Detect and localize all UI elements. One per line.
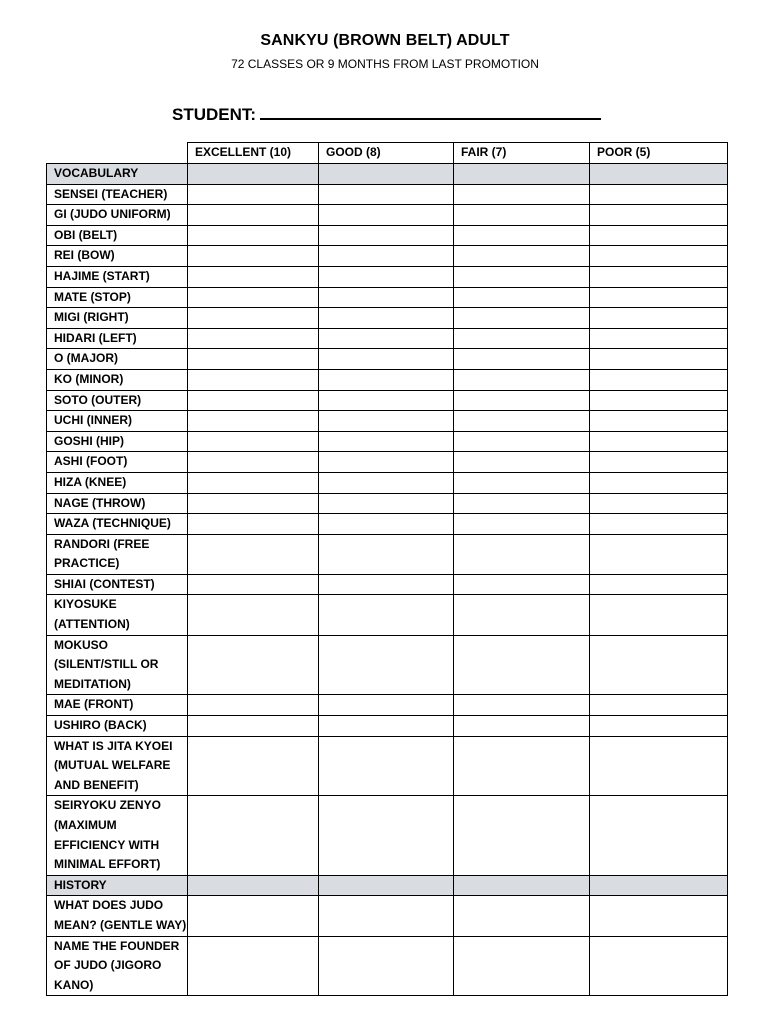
row-label: MATE (STOP) (47, 287, 188, 308)
rating-cell (590, 164, 728, 185)
table-row (47, 390, 728, 411)
page-subtitle: 72 CLASSES OR 9 MONTHS FROM LAST PROMOTION (231, 57, 539, 71)
rating-cell[interactable] (590, 493, 728, 514)
row-label: OBI (BELT) (47, 225, 188, 246)
row-label: SHIAI (CONTEST) (47, 574, 188, 595)
rating-cell[interactable] (188, 349, 319, 370)
rating-cell[interactable] (454, 472, 590, 493)
rating-cell[interactable] (188, 411, 319, 432)
rating-cell[interactable] (188, 716, 319, 737)
rating-cell[interactable] (319, 266, 454, 287)
rating-cell (319, 164, 454, 185)
rating-cell[interactable] (590, 472, 728, 493)
rating-cell[interactable] (188, 266, 319, 287)
rating-cell[interactable] (454, 205, 590, 226)
column-header: POOR (5) (590, 143, 728, 164)
row-label: HIZA (KNEE) (47, 472, 188, 493)
row-label: RANDORI (FREE PRACTICE) (47, 534, 188, 574)
rating-cell[interactable] (188, 493, 319, 514)
rating-cell[interactable] (454, 246, 590, 267)
row-label: WAZA (TECHNIQUE) (47, 514, 188, 535)
rating-cell[interactable] (454, 369, 590, 390)
rating-cell[interactable] (188, 431, 319, 452)
rating-cell[interactable] (319, 534, 454, 574)
row-label: HIDARI (LEFT) (47, 328, 188, 349)
table-row (47, 472, 728, 493)
table-row (47, 534, 728, 574)
rating-cell[interactable] (188, 369, 319, 390)
rating-cell[interactable] (188, 534, 319, 574)
rating-cell[interactable] (319, 716, 454, 737)
table-row (47, 635, 728, 695)
rating-cell[interactable] (590, 534, 728, 574)
rating-cell[interactable] (454, 796, 590, 875)
rating-cell[interactable] (454, 308, 590, 329)
row-label: GI (JUDO UNIFORM) (47, 205, 188, 226)
rating-cell[interactable] (319, 225, 454, 246)
rating-cell[interactable] (319, 431, 454, 452)
rating-cell[interactable] (454, 736, 590, 796)
row-label: SOTO (OUTER) (47, 390, 188, 411)
rating-cell[interactable] (454, 349, 590, 370)
rating-cell[interactable] (590, 205, 728, 226)
rating-cell[interactable] (319, 390, 454, 411)
table-row (47, 716, 728, 737)
section-label: HISTORY (47, 875, 188, 896)
student-line (172, 102, 601, 125)
rating-cell[interactable] (454, 695, 590, 716)
table-row (47, 266, 728, 287)
rating-cell[interactable] (590, 328, 728, 349)
rating-cell[interactable] (454, 266, 590, 287)
row-label: USHIRO (BACK) (47, 716, 188, 737)
student-label: STUDENT: (172, 105, 257, 124)
rating-cell[interactable] (319, 736, 454, 796)
rating-cell[interactable] (590, 796, 728, 875)
rating-cell[interactable] (454, 514, 590, 535)
table-row (47, 411, 728, 432)
evaluation-table (46, 142, 728, 996)
row-label: MIGI (RIGHT) (47, 308, 188, 329)
rating-cell[interactable] (188, 695, 319, 716)
row-label: UCHI (INNER) (47, 411, 188, 432)
rating-cell[interactable] (590, 308, 728, 329)
rating-cell[interactable] (590, 635, 728, 695)
rating-cell[interactable] (319, 574, 454, 595)
table-row (47, 184, 728, 205)
table-row (47, 431, 728, 452)
rating-cell[interactable] (590, 574, 728, 595)
rating-cell[interactable] (454, 287, 590, 308)
row-label: KO (MINOR) (47, 369, 188, 390)
rating-cell[interactable] (454, 493, 590, 514)
rating-cell[interactable] (454, 896, 590, 936)
rating-cell[interactable] (188, 936, 319, 996)
rating-cell[interactable] (188, 896, 319, 936)
rating-cell[interactable] (319, 896, 454, 936)
table-row (47, 369, 728, 390)
rating-cell[interactable] (188, 472, 319, 493)
row-label: NAGE (THROW) (47, 493, 188, 514)
rating-cell[interactable] (188, 246, 319, 267)
student-name-blank[interactable] (260, 102, 601, 120)
table-row (47, 493, 728, 514)
rating-cell[interactable] (590, 184, 728, 205)
column-header: FAIR (7) (454, 143, 590, 164)
rating-cell[interactable] (319, 369, 454, 390)
table-row (47, 205, 728, 226)
rating-cell[interactable] (188, 635, 319, 695)
table-row (47, 287, 728, 308)
rating-cell (188, 164, 319, 185)
rating-cell[interactable] (188, 595, 319, 635)
rating-cell[interactable] (188, 452, 319, 473)
rating-cell[interactable] (319, 595, 454, 635)
table-row (47, 936, 728, 996)
header-corner (47, 143, 188, 164)
rating-cell[interactable] (319, 452, 454, 473)
rating-cell (590, 875, 728, 896)
row-label: ASHI (FOOT) (47, 452, 188, 473)
rating-cell[interactable] (454, 534, 590, 574)
row-label: HAJIME (START) (47, 266, 188, 287)
rating-cell[interactable] (590, 349, 728, 370)
row-label: O (MAJOR) (47, 349, 188, 370)
rating-cell[interactable] (590, 369, 728, 390)
rating-cell[interactable] (454, 225, 590, 246)
table-row (47, 514, 728, 535)
section-row (47, 164, 728, 185)
rating-cell[interactable] (319, 635, 454, 695)
table-row (47, 225, 728, 246)
row-label: SEIRYOKU ZENYO (MAXIMUM EFFICIENCY WITH MINIMAL EFFORT) (47, 796, 188, 875)
rating-cell[interactable] (590, 514, 728, 535)
section-label: VOCABULARY (47, 164, 188, 185)
rating-cell[interactable] (590, 390, 728, 411)
rating-cell[interactable] (454, 328, 590, 349)
rating-cell (454, 164, 590, 185)
table-row (47, 796, 728, 875)
rating-cell[interactable] (454, 411, 590, 432)
rating-cell[interactable] (590, 452, 728, 473)
rating-cell[interactable] (319, 493, 454, 514)
row-label: WHAT IS JITA KYOEI (MUTUAL WELFARE AND BENEFIT) (47, 736, 188, 796)
rating-cell[interactable] (188, 390, 319, 411)
row-label: KIYOSUKE (ATTENTION) (47, 595, 188, 635)
rating-cell[interactable] (319, 695, 454, 716)
rating-cell[interactable] (454, 595, 590, 635)
table-row (47, 595, 728, 635)
rating-cell[interactable] (590, 411, 728, 432)
rating-cell[interactable] (319, 514, 454, 535)
rating-cell[interactable] (590, 736, 728, 796)
rating-cell[interactable] (590, 287, 728, 308)
rating-cell[interactable] (188, 205, 319, 226)
rating-cell[interactable] (319, 349, 454, 370)
rating-cell (454, 875, 590, 896)
table-row (47, 574, 728, 595)
rating-cell[interactable] (590, 716, 728, 737)
table-row (47, 695, 728, 716)
rating-cell[interactable] (319, 936, 454, 996)
rating-cell[interactable] (319, 328, 454, 349)
rating-cell[interactable] (590, 896, 728, 936)
rating-cell[interactable] (590, 266, 728, 287)
table-row (47, 736, 728, 796)
rating-cell[interactable] (454, 452, 590, 473)
rating-cell[interactable] (319, 308, 454, 329)
table-header-row (47, 143, 728, 164)
table-row (47, 896, 728, 936)
row-label: SENSEI (TEACHER) (47, 184, 188, 205)
rating-cell[interactable] (590, 695, 728, 716)
rating-cell[interactable] (188, 328, 319, 349)
table-row (47, 349, 728, 370)
rating-cell[interactable] (319, 796, 454, 875)
rating-cell[interactable] (590, 246, 728, 267)
rating-cell[interactable] (454, 390, 590, 411)
rating-cell[interactable] (188, 287, 319, 308)
table-row (47, 308, 728, 329)
rating-cell[interactable] (188, 308, 319, 329)
rating-cell[interactable] (188, 796, 319, 875)
rating-cell[interactable] (590, 225, 728, 246)
rating-cell[interactable] (188, 225, 319, 246)
rating-cell[interactable] (319, 184, 454, 205)
row-label: MAE (FRONT) (47, 695, 188, 716)
table-body (47, 164, 728, 996)
table-row (47, 328, 728, 349)
rating-cell[interactable] (188, 736, 319, 796)
rating-cell[interactable] (454, 635, 590, 695)
page-title: SANKYU (BROWN BELT) ADULT (260, 32, 510, 49)
column-header: EXCELLENT (10) (188, 143, 319, 164)
rating-cell (319, 875, 454, 896)
rating-cell[interactable] (319, 472, 454, 493)
row-label: WHAT DOES JUDO MEAN? (GENTLE WAY) (47, 896, 188, 936)
table-row (47, 452, 728, 473)
row-label: NAME THE FOUNDER OF JUDO (JIGORO KANO) (47, 936, 188, 996)
column-header: GOOD (8) (319, 143, 454, 164)
rating-cell[interactable] (454, 431, 590, 452)
rating-cell[interactable] (319, 287, 454, 308)
row-label: GOSHI (HIP) (47, 431, 188, 452)
rating-cell[interactable] (454, 574, 590, 595)
rating-cell[interactable] (319, 205, 454, 226)
rating-cell[interactable] (454, 716, 590, 737)
rating-cell[interactable] (319, 246, 454, 267)
row-label: MOKUSO (SILENT/STILL OR MEDITATION) (47, 635, 188, 695)
rating-cell[interactable] (590, 936, 728, 996)
rating-cell (188, 875, 319, 896)
rating-cell[interactable] (454, 936, 590, 996)
rating-cell[interactable] (188, 574, 319, 595)
section-row (47, 875, 728, 896)
table-row (47, 246, 728, 267)
rating-cell[interactable] (590, 595, 728, 635)
row-label: REI (BOW) (47, 246, 188, 267)
rating-cell[interactable] (188, 184, 319, 205)
rating-cell[interactable] (590, 431, 728, 452)
rating-cell[interactable] (454, 184, 590, 205)
rating-cell[interactable] (188, 514, 319, 535)
rating-cell[interactable] (319, 411, 454, 432)
